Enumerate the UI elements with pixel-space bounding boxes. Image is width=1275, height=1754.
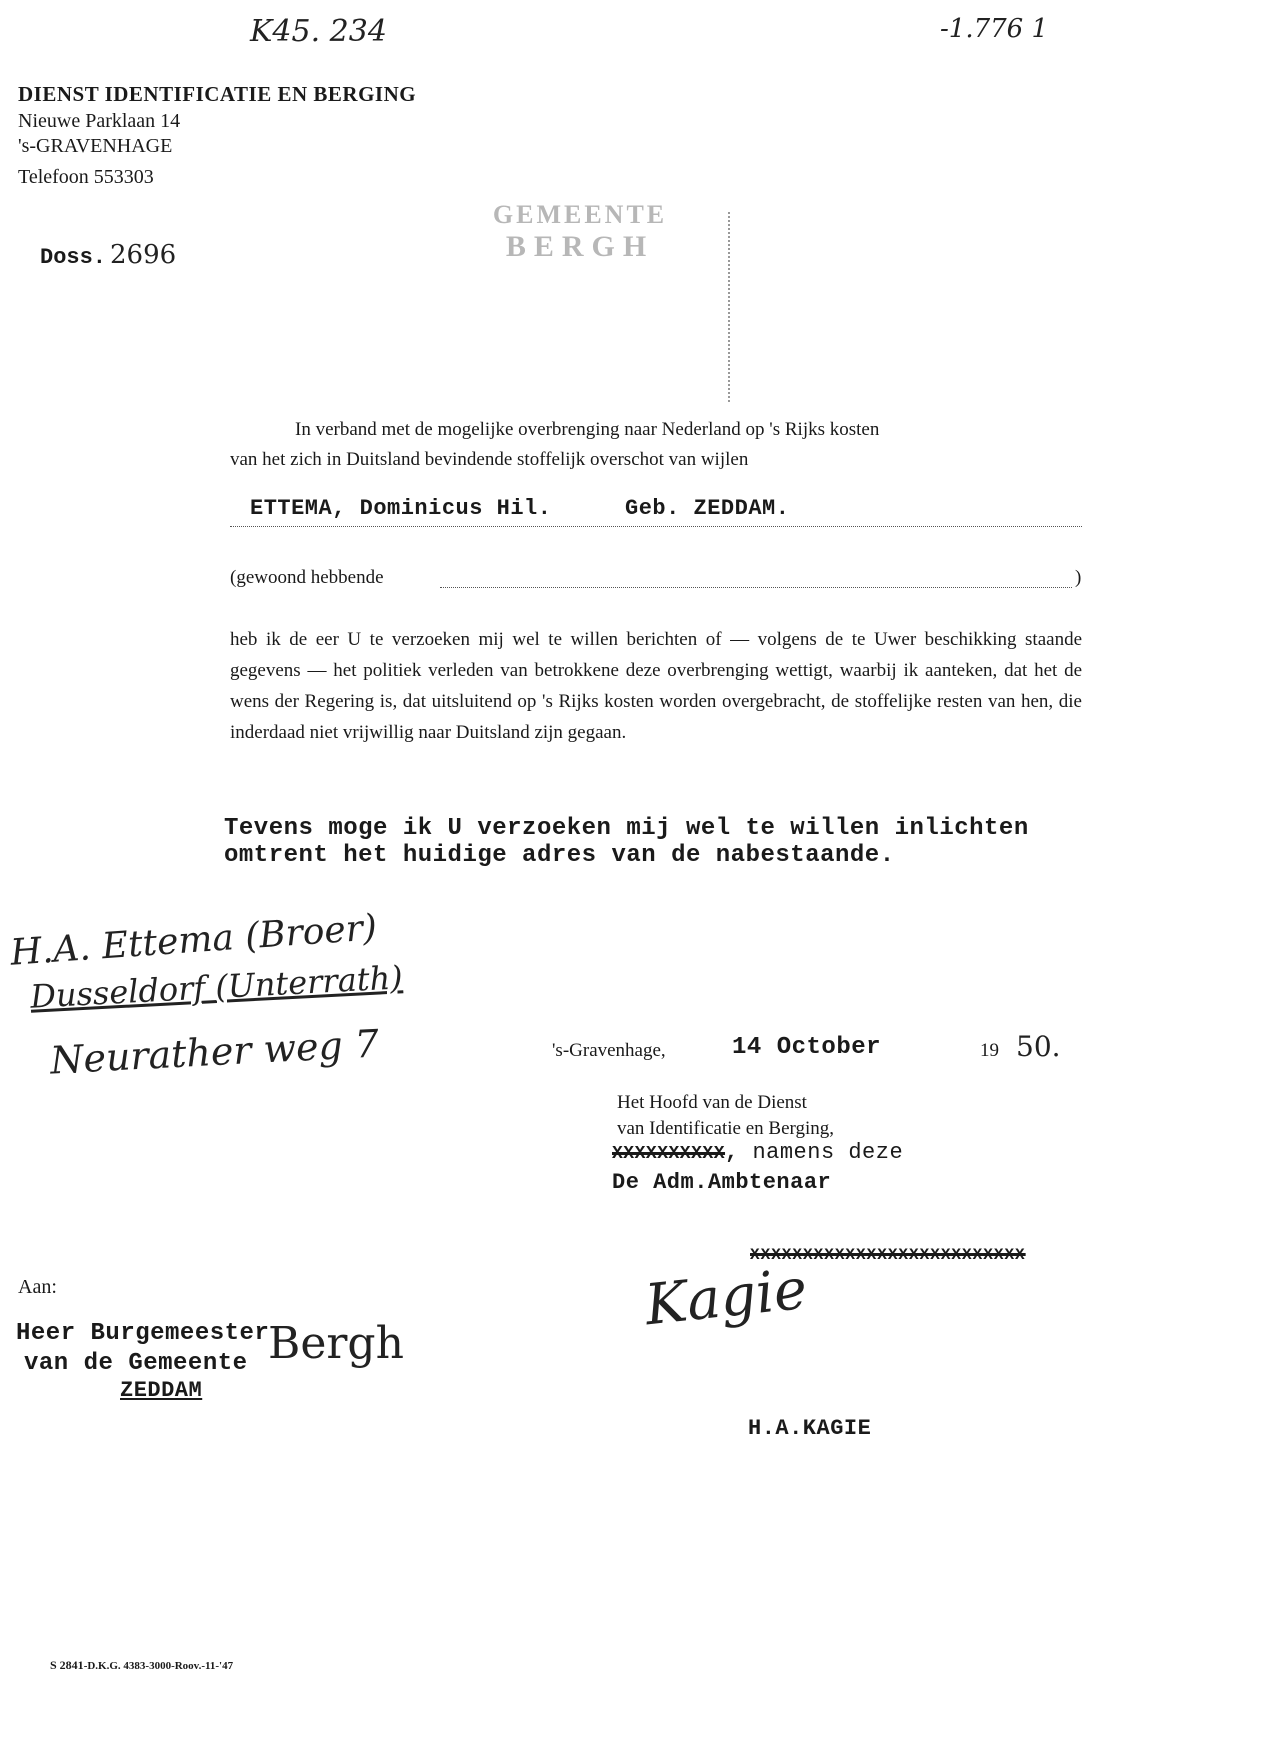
handwritten-reference-right: -1.776 1 [940,14,1049,44]
typed-request-line2: omtrent het huidige adres van de nabestaande. [224,842,895,869]
signature-line1: Het Hoofd van de Dienst [617,1092,807,1113]
signatory-name: H.A.KAGIE [748,1416,872,1441]
lived-close: ) [1075,567,1082,588]
birth-place: Geb. ZEDDAM. [625,496,790,521]
sender-name: DIENST IDENTIFICATIE EN BERGING [18,82,417,106]
municipal-stamp [460,200,700,264]
lived-label: (gewoond hebbende [230,567,384,588]
deceased-name: ETTEMA, Dominicus Hil. [250,496,552,521]
intro-line1: In verband met de mogelijke overbrenging naar Nederland op 's Rijks kosten [295,419,880,440]
handwritten-city: Dusseldorf (Unterrath) [29,958,404,1016]
signature-line2: van Identificatie en Berging, [617,1118,835,1139]
dossier-number: 2696 [110,240,177,270]
intro-line2: van het zich in Duitsland bevindende stoffelijk overschot van wijlen [230,449,749,470]
form-code-details: -D.K.G. 4383-3000-Roov.-11-'47 [83,1660,234,1672]
sender-address: Nieuwe Parklaan 14 [18,110,181,132]
dossier [40,240,176,270]
sender-phone: Telefoon 553303 [18,166,154,188]
struck-line: XXXXXXXXXXXXXXXXXXXXXXXXXX [750,1246,1026,1264]
on-behalf: namens deze [752,1140,904,1165]
request-paragraph: heb ik de eer U te verzoeken mij wel te willen berichten of — volgens de te Uwer beschikking staande gegevens — het politiek verleden van betrokkene deze overbrenging wettigt, waarbij ik aanteken, dat het de wens der Regering is, dat uitsluitend op 's Rijks kosten worden overgebracht, de stoffelijke resten van hen, die inderdaad niet vrijwillig naar Duitsland zijn gegaan. [230,629,1082,743]
lived-dotted-line [440,577,1072,588]
official-title: De Adm.Ambtenaar [612,1170,832,1195]
signature-line3: XXXXXXXXXX, namens deze [612,1140,904,1165]
handwritten-street: Neurather weg 7 [49,1021,381,1083]
dossier-label: Doss. [40,245,107,270]
date-place: 's-Gravenhage, [552,1040,666,1061]
date-year-suffix: 50. [1016,1030,1061,1063]
form-code [50,1658,233,1673]
struck-title: XXXXXXXXXX [612,1144,726,1164]
recipient-line2: van de Gemeente [24,1350,248,1377]
stamp-edge [728,212,730,402]
date-day-month: 14 October [732,1034,882,1061]
sender-city: 's-GRAVENHAGE [18,135,173,157]
form-code-number: S 2841 [50,1658,84,1672]
recipient-line3: ZEDDAM [120,1378,203,1403]
typed-request-line1: Tevens moge ik U verzoeken mij wel te willen inlichten [224,815,1029,842]
stamp-line2: BERGH [505,230,655,263]
handwritten-reference-left: K45. 234 [250,14,387,49]
deceased-line [230,496,1082,527]
handwritten-correction: Bergh [268,1318,404,1369]
recipient-line1: Heer Burgemeester [16,1320,270,1347]
handwritten-next-of-kin: H.A. Ettema (Broer) [9,907,379,974]
stamp-line1: GEMEENTE [492,200,668,229]
recipient-label: Aan: [18,1276,57,1298]
signature: Kagie [642,1256,811,1339]
date-year-prefix: 19 [980,1040,999,1061]
